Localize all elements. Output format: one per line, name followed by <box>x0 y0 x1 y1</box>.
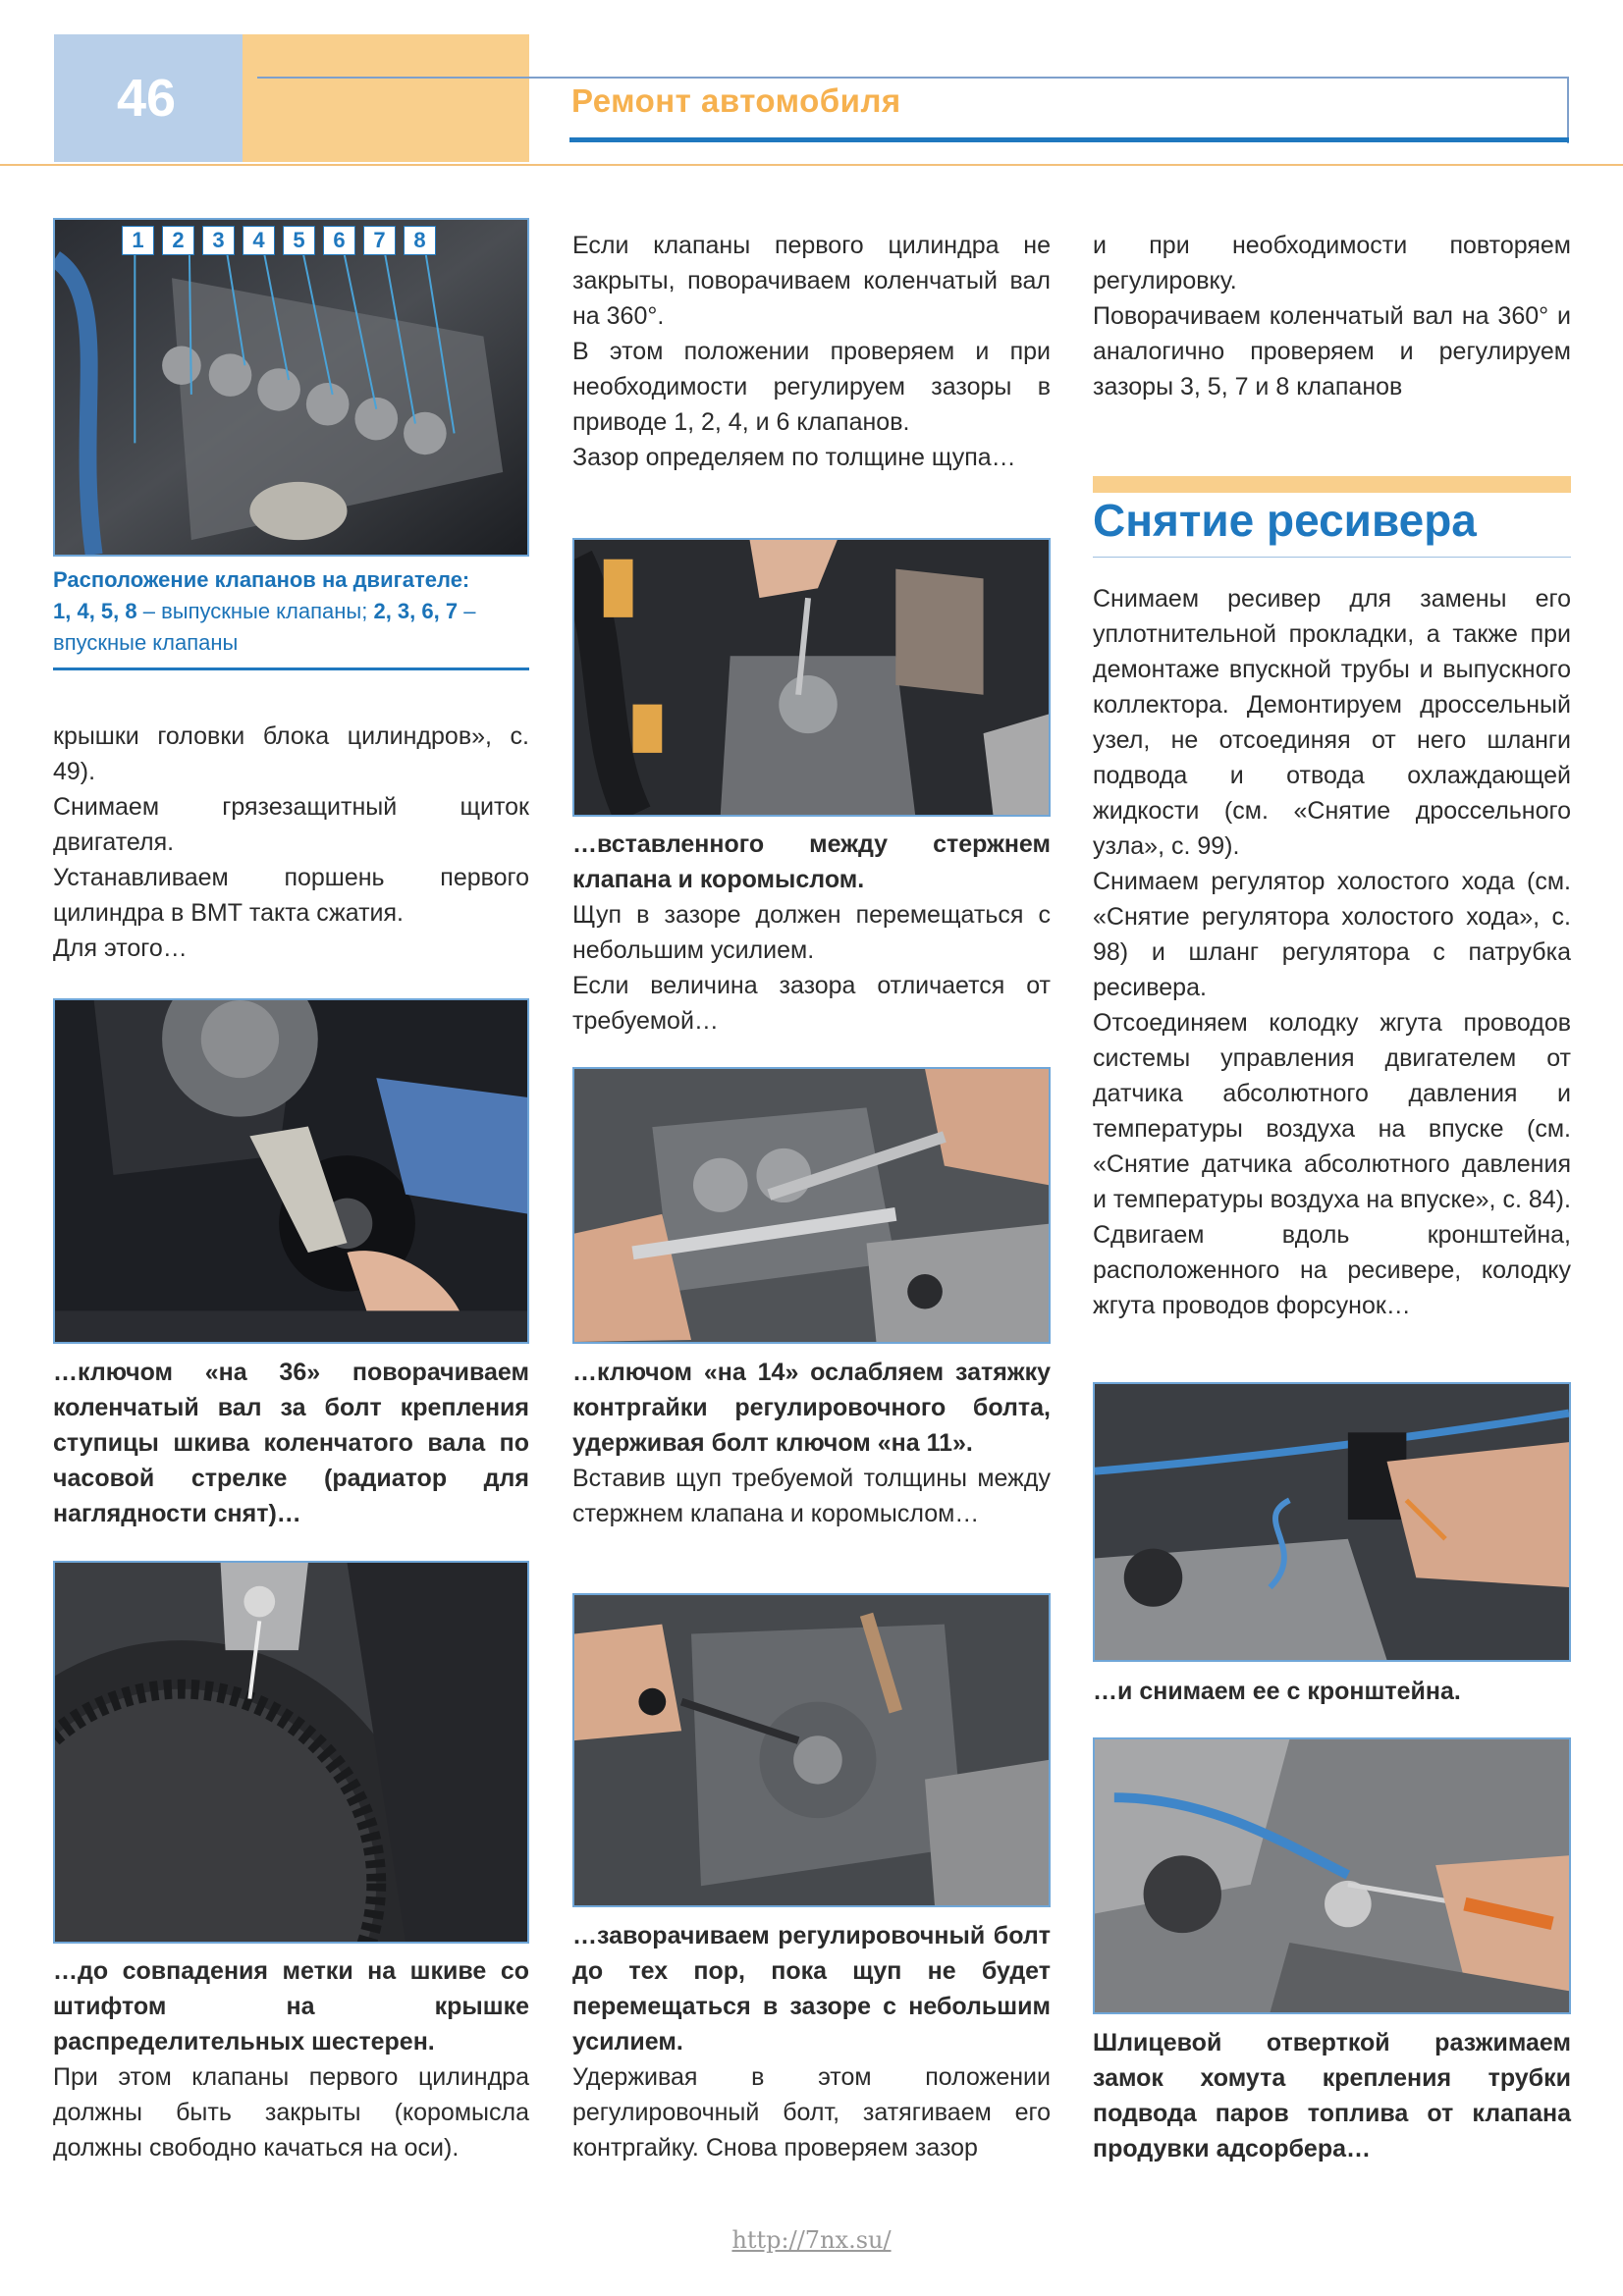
caption-screwdriver <box>1093 2025 1571 2166</box>
caption-text: Шлицевой отверткой разжимаем замок хомута крепления трубки подвода паров топлива от клапана продувки адсорбера… <box>1093 2029 1571 2163</box>
photo-feeler-gauge <box>572 538 1051 817</box>
paragraph: Сдвигаем вдоль кронштейна, расположенного на ресивере, колодку жгута проводов форсунок… <box>1093 1221 1571 1319</box>
valve-label: 8 <box>404 226 436 255</box>
column-3-text-a <box>1093 228 1571 404</box>
paragraph: Устанавливаем поршень первого цилиндра в ВМТ такта сжатия. <box>53 864 529 927</box>
photo-adjust-bolt <box>572 1593 1051 1907</box>
caption-dash: – <box>458 599 476 623</box>
footer-link[interactable]: http://7nx.su/ <box>731 2226 892 2254</box>
column-2-text-c <box>572 1355 1051 1531</box>
header-underline <box>569 137 1569 142</box>
paragraph: Зазор определяем по толщине щупа… <box>572 444 1016 471</box>
valve-label: 5 <box>283 226 315 255</box>
header-divider <box>0 164 1623 166</box>
caption-feeler: …вставленного между стержнем клапана и коромыслом. <box>572 830 1051 893</box>
column-3-text-b <box>1093 581 1571 1323</box>
paragraph: Снимаем регулятор холостого хода (см. «Снятие регулятора холостого хода», с. 98) и шланг регулятора с патрубка ресивера. <box>1093 868 1571 1001</box>
valve-label: 2 <box>162 226 194 255</box>
photo-valve-caption <box>53 564 529 659</box>
caption-text: …и снимаем ее с кронштейна. <box>1093 1678 1461 1705</box>
column-2-text-d <box>572 1918 1051 2165</box>
photo-harness-connector <box>1093 1382 1571 1662</box>
paragraph: Если величина зазора отличается от требуемой… <box>572 972 1051 1035</box>
running-title: Ремонт автомобиля <box>571 82 901 119</box>
paragraph: Для этого… <box>53 934 188 962</box>
paragraph: и при необходимости повторяем регулировку. <box>1093 232 1571 294</box>
column-1-text-b <box>53 1953 529 2165</box>
caption-locknut: …ключом «на 14» ослабляем затяжку контргайки регулировочного болта, удерживая болт ключом «на 11». <box>572 1359 1051 1457</box>
photo-loosen-locknut <box>572 1067 1051 1344</box>
paragraph: Поворачиваем коленчатый вал на 360° и аналогично проверяем и регулируем зазоры 3, 5, 7 и 8 клапанов <box>1093 302 1571 400</box>
caption-intake-numbers: 2, 3, 6, 7 <box>373 599 459 623</box>
caption-title: Расположение клапанов на двигателе: <box>53 567 470 592</box>
column-2-text-a <box>572 228 1051 475</box>
paragraph: Вставив щуп требуемой толщины между стержнем клапана и коромыслом… <box>572 1465 1051 1527</box>
column-2-text-b <box>572 827 1051 1039</box>
caption-text: …ключом «на 36» поворачиваем коленчатый вал за болт крепления ступицы шкива коленчатого вала по часовой стрелке (радиатор для наглядности снят)… <box>53 1359 529 1527</box>
caption-intake-text: впускные клапаны <box>53 630 239 655</box>
valve-label: 6 <box>323 226 355 255</box>
caption-timing: …до совпадения метки на шкиве со штифтом на крышке распределительных шестерен. <box>53 1957 529 2056</box>
column-1-text-a <box>53 719 529 966</box>
caption-exhaust-text: – выпускные клапаны; <box>136 599 374 623</box>
header-rule <box>257 77 1569 79</box>
valve-label: 7 <box>363 226 396 255</box>
paragraph: крышки головки блока цилиндров», с. 49). <box>53 722 529 785</box>
caption-rule <box>53 667 529 670</box>
photo-timing-mark <box>53 1561 529 1944</box>
caption-adjust: …заворачиваем регулировочный болт до тех пор, пока щуп не будет перемещаться в зазоре с небольшим усилием. <box>572 1922 1051 2056</box>
paragraph: Снимаем грязезащитный щиток двигателя. <box>53 793 529 856</box>
valve-label: 1 <box>122 226 154 255</box>
valve-label: 3 <box>202 226 235 255</box>
photo-valve-layout <box>53 218 529 557</box>
valve-number-labels <box>122 226 436 255</box>
paragraph: При этом клапаны первого цилиндра должны быть закрыты (коромысла должны свободно качаться на оси). <box>53 2063 529 2162</box>
paragraph: Снимаем ресивер для замены его уплотнительной прокладки, а также при демонтаже впускной трубы и выпускного коллектора. Демонтируем дроссельный узел, не отсоединяя от него шланги подвода и отвода охлаждающей жидкости (см. «Снятие дроссельного узла», с. 99). <box>1093 585 1571 860</box>
caption-exhaust-numbers: 1, 4, 5, 8 <box>53 599 137 623</box>
valve-label: 4 <box>243 226 275 255</box>
header-accent-block <box>243 34 529 162</box>
paragraph: Удерживая в этом положении регулировочный болт, затягиваем его контргайку. Снова проверяем зазор <box>572 2063 1051 2162</box>
header-rule-right <box>1567 77 1569 143</box>
paragraph: Щуп в зазоре должен перемещаться с небольшим усилием. <box>572 901 1051 964</box>
photo-crankshaft-wrench <box>53 998 529 1344</box>
paragraph: Отсоединяем колодку жгута проводов системы управления двигателем от датчика абсолютного давления и температуры воздуха на впуске (см. «Снятие датчика абсолютного давления и температуры воздуха на впуске», с. 84). <box>1093 1009 1571 1213</box>
photo-screwdriver-clamp <box>1093 1737 1571 2014</box>
caption-crankshaft <box>53 1355 529 1531</box>
section-heading: Снятие ресивера <box>1093 495 1477 546</box>
section-rule <box>1093 557 1571 558</box>
paragraph: В этом положении проверяем и при необходимости регулируем зазоры в приводе 1, 2, 4, и 6 клапанов. <box>572 338 1051 436</box>
caption-remove-harness <box>1093 1674 1571 1709</box>
page-number: 46 <box>54 34 243 162</box>
paragraph: Если клапаны первого цилиндра не закрыты, поворачиваем коленчатый вал на 360°. <box>572 232 1051 330</box>
section-accent-bar <box>1093 476 1571 493</box>
